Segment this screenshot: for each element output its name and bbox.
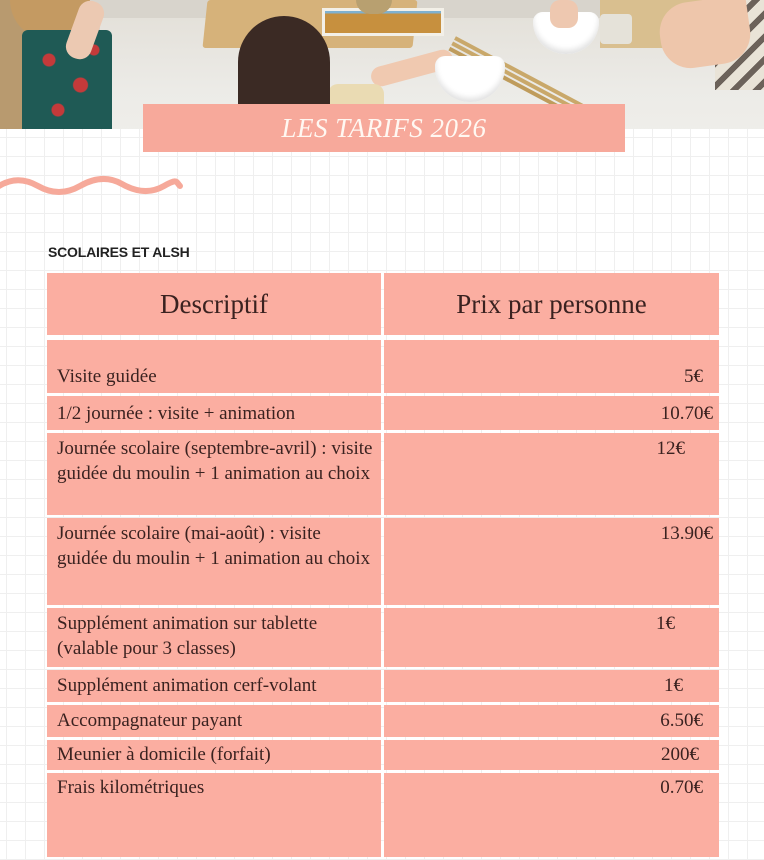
row-price: 1€ xyxy=(384,608,719,667)
row-price: 12€ xyxy=(384,433,719,515)
row-description: Journée scolaire (septembre-avril) : visite guidée du moulin + 1 animation au choix xyxy=(47,433,381,515)
row-description: Supplément animation cerf-volant xyxy=(47,670,381,702)
title-banner xyxy=(143,104,625,152)
row-description: Meunier à domicile (forfait) xyxy=(47,740,381,770)
glass xyxy=(600,14,632,44)
row-price: 13.90€ xyxy=(384,518,719,605)
header-description: Descriptif xyxy=(47,273,381,335)
row-description: Frais kilométriques xyxy=(47,773,381,857)
row-price: 200€ xyxy=(384,740,719,770)
page-title: LES TARIFS 2026 xyxy=(281,112,487,143)
row-price: 6.50€ xyxy=(384,705,719,737)
row-price: 1€ xyxy=(384,670,719,702)
row-price: 0.70€ xyxy=(384,773,719,857)
section-title: SCOLAIRES ET ALSH xyxy=(48,244,190,260)
header-price: Prix par personne xyxy=(384,273,719,335)
row-description: 1/2 journée : visite + animation xyxy=(47,396,381,430)
row-description: Supplément animation sur tablette (valable pour 3 classes) xyxy=(47,608,381,667)
wave-decoration-icon xyxy=(0,172,186,200)
row-description: Visite guidée xyxy=(47,340,381,393)
hand-in-bowl xyxy=(550,0,578,28)
row-price: 5€ xyxy=(384,340,719,393)
row-description: Journée scolaire (mai-août) : visite guidée du moulin + 1 animation au choix xyxy=(47,518,381,605)
row-description: Accompagnateur payant xyxy=(47,705,381,737)
row-price: 10.70€ xyxy=(384,396,719,430)
